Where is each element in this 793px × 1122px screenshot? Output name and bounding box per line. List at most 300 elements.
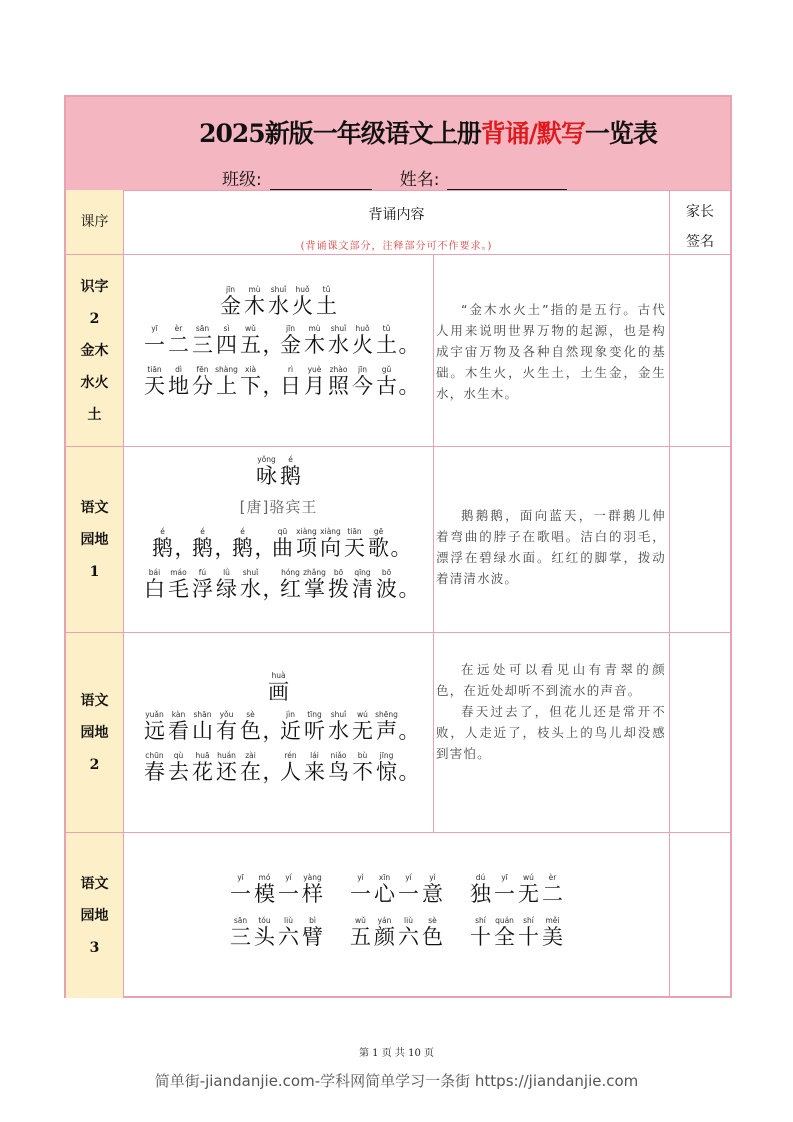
punctuation — [262, 365, 284, 398]
column-divider — [433, 255, 434, 446]
pinyin: tǔ — [382, 324, 391, 333]
pinyin: jīn — [358, 365, 367, 374]
hanzi: 红 — [280, 577, 301, 601]
header-sign-line2: 签名 — [686, 234, 714, 250]
hanzi-with-pinyin — [327, 365, 351, 398]
punctuation — [254, 527, 276, 560]
pinyin: zài — [245, 751, 256, 760]
pinyin: qū — [277, 527, 288, 536]
pinyin: wǔ — [245, 324, 256, 333]
hanzi-with-pinyin — [279, 710, 303, 743]
hanzi: 。 — [398, 374, 420, 398]
punctuation — [214, 527, 236, 560]
hanzi-with-pinyin — [243, 285, 267, 318]
hanzi: 无 — [352, 719, 373, 743]
hanzi: 色 — [422, 925, 443, 949]
poem-line — [124, 710, 433, 743]
pinyin: wǔ — [355, 916, 366, 925]
name-label: 姓名: — [399, 170, 440, 190]
hanzi-with-pinyin — [375, 751, 399, 784]
pinyin: yì — [357, 873, 364, 882]
hanzi-with-pinyin — [191, 365, 215, 398]
hanzi-with-pinyin — [295, 527, 319, 560]
hanzi: 水 — [328, 333, 349, 357]
pinyin: é — [288, 455, 293, 464]
hanzi-with-pinyin — [397, 873, 421, 906]
hanzi: 颜 — [374, 925, 395, 949]
hanzi-with-pinyin — [167, 324, 191, 357]
pinyin: jīn — [226, 285, 235, 294]
pinyin: shí — [475, 916, 486, 925]
hanzi: 臂 — [302, 925, 323, 949]
hanzi: 全 — [494, 925, 515, 949]
pinyin: jīn — [286, 324, 295, 333]
hanzi: 山 — [192, 719, 213, 743]
hanzi: 头 — [254, 925, 275, 949]
hanzi-with-pinyin — [143, 710, 167, 743]
pinyin: shān — [193, 710, 212, 719]
hanzi-with-pinyin — [253, 916, 277, 949]
poem-line — [124, 365, 433, 398]
table-header-row — [66, 190, 730, 255]
hanzi: 地 — [168, 374, 189, 398]
idiom — [469, 873, 565, 906]
hanzi: 毛 — [168, 577, 189, 601]
hanzi-with-pinyin — [277, 873, 301, 906]
header-sign — [669, 190, 730, 254]
hanzi: 。 — [398, 333, 420, 357]
hanzi: 水 — [268, 294, 289, 318]
title-suffix: 一览表 — [584, 119, 657, 148]
parent-signature-cell[interactable] — [669, 633, 730, 832]
pinyin: sì — [223, 324, 230, 333]
hanzi: 一 — [278, 882, 299, 906]
idiom — [229, 873, 325, 906]
hanzi-with-pinyin — [517, 916, 541, 949]
hanzi: 声 — [376, 719, 397, 743]
hanzi-with-pinyin — [191, 324, 215, 357]
hanzi: 金 — [280, 333, 301, 357]
header-content — [124, 190, 669, 254]
hanzi-with-pinyin — [279, 365, 303, 398]
pinyin: xīn — [378, 873, 391, 882]
column-divider — [433, 447, 434, 632]
pinyin: yí — [285, 873, 292, 882]
hanzi-with-pinyin — [327, 751, 351, 784]
hanzi-with-pinyin — [215, 751, 239, 784]
hanzi: 分 — [192, 374, 213, 398]
idiom — [349, 916, 445, 949]
hanzi-with-pinyin — [279, 568, 303, 601]
pinyin: yī — [237, 873, 244, 882]
hanzi: 水 — [328, 719, 349, 743]
hanzi: 向 — [320, 536, 341, 560]
hanzi: 春 — [144, 760, 165, 784]
hanzi-with-pinyin — [143, 751, 167, 784]
idiom — [349, 873, 445, 906]
pinyin — [391, 527, 407, 536]
column-divider — [433, 633, 434, 832]
lesson-label: 1 — [89, 563, 100, 580]
hanzi-with-pinyin — [191, 751, 215, 784]
pinyin: bō — [333, 568, 344, 577]
hanzi-with-pinyin — [215, 324, 239, 357]
pinyin: gē — [373, 527, 384, 536]
pinyin: mó — [258, 873, 271, 882]
hanzi: 近 — [280, 719, 301, 743]
header-content-note: (背诵课文部分，注释部分可不作要求。) — [300, 241, 493, 252]
hanzi-with-pinyin — [229, 916, 253, 949]
row-seq — [66, 633, 124, 832]
hanzi: 歌 — [368, 536, 389, 560]
pinyin — [255, 527, 271, 536]
hanzi-with-pinyin — [279, 455, 303, 488]
hanzi: 波 — [376, 577, 397, 601]
hanzi: 上 — [216, 374, 237, 398]
hanzi-with-pinyin — [279, 324, 303, 357]
hanzi: 不 — [352, 760, 373, 784]
hanzi: 。 — [398, 760, 420, 784]
hanzi: 天 — [144, 374, 165, 398]
header-seq: 课序 — [66, 190, 124, 254]
hanzi: 五 — [240, 333, 261, 357]
pinyin: xià — [244, 365, 257, 374]
hanzi-with-pinyin — [493, 916, 517, 949]
hanzi: 还 — [216, 760, 237, 784]
hanzi: ， — [262, 374, 284, 398]
pinyin: mù — [308, 324, 321, 333]
pinyin: é — [160, 527, 165, 536]
hanzi-with-pinyin — [267, 285, 291, 318]
lesson-label: 语文 — [80, 692, 109, 709]
explanation-note — [436, 505, 666, 589]
hanzi: 远 — [144, 719, 165, 743]
explanation-note — [436, 299, 666, 404]
pinyin: lǜ — [223, 568, 230, 577]
hanzi: 曲 — [272, 536, 293, 560]
hanzi: 。 — [390, 536, 412, 560]
hanzi-with-pinyin — [255, 455, 279, 488]
idiom — [469, 916, 565, 949]
hanzi-with-pinyin — [343, 527, 367, 560]
hanzi: 五 — [350, 925, 371, 949]
pinyin: shuǐ — [270, 285, 287, 294]
pinyin — [263, 710, 279, 719]
hanzi-with-pinyin — [143, 365, 167, 398]
pinyin: huā — [195, 751, 210, 760]
pinyin: huǒ — [355, 324, 370, 333]
hanzi: 鸟 — [328, 760, 349, 784]
poem — [124, 285, 433, 406]
punctuation — [262, 710, 284, 743]
hanzi-with-pinyin — [493, 873, 517, 906]
hanzi: 。 — [398, 719, 420, 743]
lesson-label: 3 — [89, 939, 100, 956]
hanzi: 木 — [244, 294, 265, 318]
hanzi: 有 — [216, 719, 237, 743]
hanzi: 今 — [352, 374, 373, 398]
hanzi-with-pinyin — [277, 916, 301, 949]
hanzi-with-pinyin — [151, 527, 175, 560]
pinyin: qù — [173, 751, 184, 760]
pinyin: sān — [233, 916, 248, 925]
poem-line — [124, 527, 433, 560]
hanzi-with-pinyin — [219, 285, 243, 318]
hanzi-with-pinyin — [373, 873, 397, 906]
name-blank[interactable] — [447, 171, 567, 190]
hanzi: 照 — [328, 374, 349, 398]
hanzi-with-pinyin — [375, 365, 399, 398]
note-paragraph: “金木水火土”指的是五行。古代人用来说明世界万物的起源，也是构成宇宙万物及各种自然现象变化的基础。木生火，火生土，土生金，金生水，水生木。 — [436, 302, 666, 401]
hanzi-with-pinyin — [215, 365, 239, 398]
pinyin: shuǐ — [330, 324, 347, 333]
pinyin — [263, 324, 279, 333]
hanzi: 金 — [220, 294, 241, 318]
hanzi: 无 — [518, 882, 539, 906]
pinyin: fú — [198, 568, 207, 577]
hanzi: 绿 — [216, 577, 237, 601]
hanzi-with-pinyin — [215, 568, 239, 601]
hanzi-with-pinyin — [541, 916, 565, 949]
lesson-label: 园地 — [80, 907, 109, 924]
pinyin: tīng — [307, 710, 322, 719]
pinyin: huà — [271, 671, 286, 680]
pinyin — [263, 751, 279, 760]
pinyin — [399, 568, 415, 577]
class-blank[interactable] — [270, 171, 372, 190]
hanzi: 下 — [240, 374, 261, 398]
punctuation — [398, 324, 420, 357]
hanzi: 十 — [518, 925, 539, 949]
hanzi: 白 — [144, 577, 165, 601]
pinyin: chūn — [145, 751, 164, 760]
hanzi: 火 — [292, 294, 313, 318]
explanation-note — [436, 659, 666, 764]
student-info — [222, 165, 595, 190]
hanzi: ， — [214, 536, 236, 560]
lesson-label: 园地 — [80, 531, 109, 548]
hanzi: 一 — [350, 882, 371, 906]
hanzi: 日 — [280, 374, 301, 398]
hanzi: 天 — [344, 536, 365, 560]
hanzi: 土 — [316, 294, 337, 318]
hanzi: 六 — [278, 925, 299, 949]
hanzi: ， — [262, 719, 284, 743]
hanzi: 六 — [398, 925, 419, 949]
pinyin: fēn — [196, 365, 209, 374]
hanzi-with-pinyin — [301, 916, 325, 949]
pinyin: huǒ — [295, 285, 310, 294]
pinyin: shàng — [215, 365, 238, 374]
pinyin: kàn — [171, 710, 186, 719]
parent-signature-cell[interactable] — [669, 833, 730, 998]
pinyin: liù — [404, 916, 413, 925]
site-footer: 简单街-jiandanjie.com-学科网简单学习一条街 https://jiandanjie.com — [154, 1072, 639, 1090]
idiom — [229, 916, 325, 949]
hanzi: 在 — [240, 760, 261, 784]
pinyin: yǒu — [219, 710, 234, 719]
pinyin: shuǐ — [242, 568, 259, 577]
hanzi-with-pinyin — [351, 751, 375, 784]
hanzi-with-pinyin — [351, 365, 375, 398]
table-row — [66, 833, 730, 998]
lesson-label: 语文 — [80, 499, 109, 516]
row-content — [124, 833, 669, 998]
poem-title — [124, 285, 433, 318]
pinyin — [399, 365, 415, 374]
hanzi-with-pinyin — [239, 324, 263, 357]
hanzi: 清 — [352, 577, 373, 601]
pinyin: huán — [217, 751, 236, 760]
hanzi-with-pinyin — [143, 324, 167, 357]
punctuation — [262, 568, 284, 601]
pinyin: tǔ — [322, 285, 331, 294]
hanzi-with-pinyin — [191, 527, 215, 560]
poem-title — [124, 671, 433, 704]
pinyin: rén — [284, 751, 297, 760]
title-main: 2025新版一年级语文上册 — [199, 119, 481, 148]
pinyin: tiān — [147, 365, 162, 374]
pinyin: shuǐ — [330, 710, 347, 719]
hanzi-with-pinyin — [327, 568, 351, 601]
hanzi-with-pinyin — [327, 710, 351, 743]
hanzi-with-pinyin — [303, 751, 327, 784]
pinyin: yī — [501, 873, 508, 882]
punctuation — [398, 751, 420, 784]
row-seq — [66, 255, 124, 446]
hanzi-with-pinyin — [397, 916, 421, 949]
parent-signature-cell[interactable] — [669, 447, 730, 632]
pinyin: xiàng — [296, 527, 317, 536]
hanzi: ， — [174, 536, 196, 560]
pinyin: shēng — [375, 710, 398, 719]
note-paragraph: 鹅鹅鹅，面向蓝天，一群鹅儿伸着弯曲的脖子在歌唱。洁白的羽毛，漂浮在碧绿水面。红红的脚掌，拨动着清清水波。 — [436, 508, 666, 586]
table-row — [66, 255, 730, 447]
hanzi: 一 — [144, 333, 165, 357]
hanzi-with-pinyin — [351, 324, 375, 357]
hanzi-with-pinyin — [469, 916, 493, 949]
pinyin: yuǎn — [145, 710, 164, 719]
parent-signature-cell[interactable] — [669, 255, 730, 446]
idiom-row — [124, 916, 669, 949]
pinyin: bái — [148, 568, 161, 577]
pinyin — [399, 324, 415, 333]
table-row — [66, 447, 730, 633]
pinyin: máo — [170, 568, 187, 577]
title-highlight: 背诵/默写 — [480, 119, 585, 148]
hanzi-with-pinyin — [373, 916, 397, 949]
pinyin: yī — [151, 324, 158, 333]
hanzi-with-pinyin — [375, 568, 399, 601]
hanzi: 意 — [422, 882, 443, 906]
pinyin: dì — [175, 365, 182, 374]
pinyin: bō — [381, 568, 392, 577]
hanzi-with-pinyin — [143, 568, 167, 601]
hanzi-with-pinyin — [167, 751, 191, 784]
punctuation — [398, 710, 420, 743]
hanzi: 二 — [168, 333, 189, 357]
hanzi: ， — [262, 760, 284, 784]
punctuation — [262, 751, 284, 784]
punctuation — [174, 527, 196, 560]
hanzi-with-pinyin — [279, 751, 303, 784]
pinyin: wú — [523, 873, 534, 882]
hanzi: 掌 — [304, 577, 325, 601]
pinyin — [215, 527, 231, 536]
row-seq — [66, 833, 124, 998]
hanzi: ， — [262, 577, 284, 601]
pinyin: wú — [357, 710, 368, 719]
hanzi-with-pinyin — [315, 285, 339, 318]
hanzi: ， — [262, 333, 284, 357]
pinyin: niǎo — [330, 751, 347, 760]
hanzi: 色 — [240, 719, 261, 743]
hanzi: 来 — [304, 760, 325, 784]
hanzi-with-pinyin — [421, 916, 445, 949]
hanzi-with-pinyin — [351, 710, 375, 743]
pinyin: èr — [174, 324, 183, 333]
pinyin — [263, 365, 279, 374]
pinyin: tóu — [258, 916, 271, 925]
pinyin: rì — [287, 365, 294, 374]
hanzi: 四 — [216, 333, 237, 357]
note-paragraph: 春天过去了，但花儿还是常开不败，人走近了，枝头上的鸟儿却没感到害怕。 — [436, 704, 666, 761]
pinyin: bì — [309, 916, 316, 925]
hanzi: 水 — [240, 577, 261, 601]
pinyin: yì — [429, 873, 436, 882]
hanzi-with-pinyin — [215, 710, 239, 743]
poem-line — [124, 751, 433, 784]
hanzi: 画 — [268, 680, 289, 704]
pinyin: yán — [377, 916, 392, 925]
lesson-label: 金木 — [80, 342, 109, 359]
pinyin: shí — [523, 916, 534, 925]
hanzi: 。 — [398, 577, 420, 601]
hanzi-with-pinyin — [229, 873, 253, 906]
hanzi-with-pinyin — [301, 873, 325, 906]
hanzi-with-pinyin — [303, 324, 327, 357]
pinyin: dú — [475, 873, 486, 882]
pinyin: sè — [428, 916, 437, 925]
pinyin: sè — [246, 710, 255, 719]
hanzi: 去 — [168, 760, 189, 784]
pinyin: jìn — [286, 710, 295, 719]
hanzi: 一 — [230, 882, 251, 906]
row-content — [124, 633, 669, 832]
hanzi-with-pinyin — [517, 873, 541, 906]
note-paragraph: 在远处可以看见山有青翠的颜色，在近处却听不到流水的声音。 — [436, 662, 666, 698]
pinyin: qīng — [354, 568, 371, 577]
lesson-label: 语文 — [80, 875, 109, 892]
hanzi: 十 — [470, 925, 491, 949]
hanzi: 惊 — [376, 760, 397, 784]
pinyin: mù — [248, 285, 261, 294]
hanzi: 拨 — [328, 577, 349, 601]
pinyin: xiàng — [320, 527, 341, 536]
hanzi: 听 — [304, 719, 325, 743]
hanzi-with-pinyin — [349, 916, 373, 949]
pinyin: měi — [545, 916, 560, 925]
pinyin: gǔ — [381, 365, 392, 374]
hanzi-with-pinyin — [327, 324, 351, 357]
hanzi: 一 — [494, 882, 515, 906]
lesson-label: 园地 — [80, 724, 109, 741]
hanzi: 木 — [304, 333, 325, 357]
poem-author: [唐]骆宾王 — [239, 498, 318, 516]
pinyin: tiān — [347, 527, 362, 536]
pinyin: zhǎng — [303, 568, 326, 577]
hanzi-with-pinyin — [191, 568, 215, 601]
